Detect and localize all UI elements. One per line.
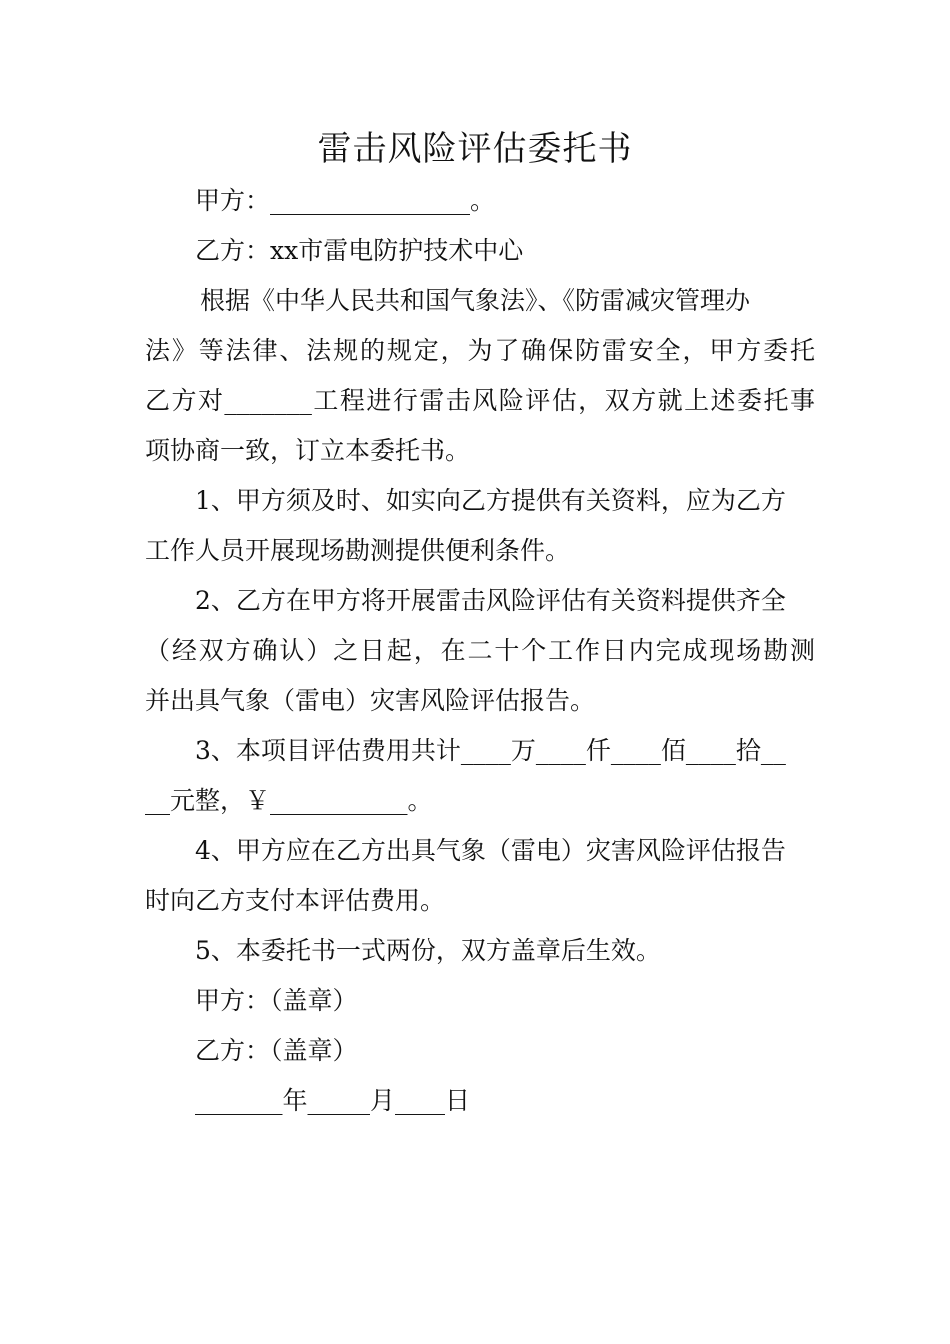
document-title: 雷击风险评估委托书 — [317, 129, 633, 169]
intro-line: 根据《中华人民共和国气象法》、《防雷减灾管理办 — [200, 286, 751, 315]
clause-line: 工作人员开展现场勘测提供便利条件。 — [145, 536, 571, 565]
clause-line: __元整，￥___________。 — [145, 786, 433, 815]
date-line: _______年_____月____日 — [195, 1086, 471, 1115]
clause-line: 2、乙方在甲方将开展雷击风险评估有关资料提供齐全 — [195, 586, 786, 615]
signature-party-b: 乙方：（盖章） — [195, 1036, 358, 1065]
clause-line: （经双方确认）之日起，在二十个工作日内完成现场勘测 — [145, 636, 815, 665]
intro-line: 项协商一致，订立本委托书。 — [145, 436, 471, 465]
intro-line: 乙方对_______工程进行雷击风险评估，双方就上述委托事 — [145, 386, 815, 415]
clause-line: 时向乙方支付本评估费用。 — [145, 886, 446, 915]
clause-line: 并出具气象（雷电）灾害风险评估报告。 — [145, 686, 596, 715]
intro-line: 法》等法律、法规的规定，为了确保防雷安全，甲方委托 — [145, 336, 815, 365]
clause-line: 3、本项目评估费用共计____万____仟____佰____拾__ — [195, 736, 786, 765]
clause-line: 4、甲方应在乙方出具气象（雷电）灾害风险评估报告 — [195, 836, 786, 865]
party-a-line: 甲方：________________。 — [195, 186, 496, 215]
clause-5: 5、本委托书一式两份，双方盖章后生效。 — [195, 936, 661, 965]
clause-line: 1、甲方须及时、如实向乙方提供有关资料，应为乙方 — [195, 486, 786, 515]
party-b-line: 乙方：xx市雷电防护技术中心 — [195, 236, 524, 265]
signature-party-a: 甲方：（盖章） — [195, 986, 358, 1015]
